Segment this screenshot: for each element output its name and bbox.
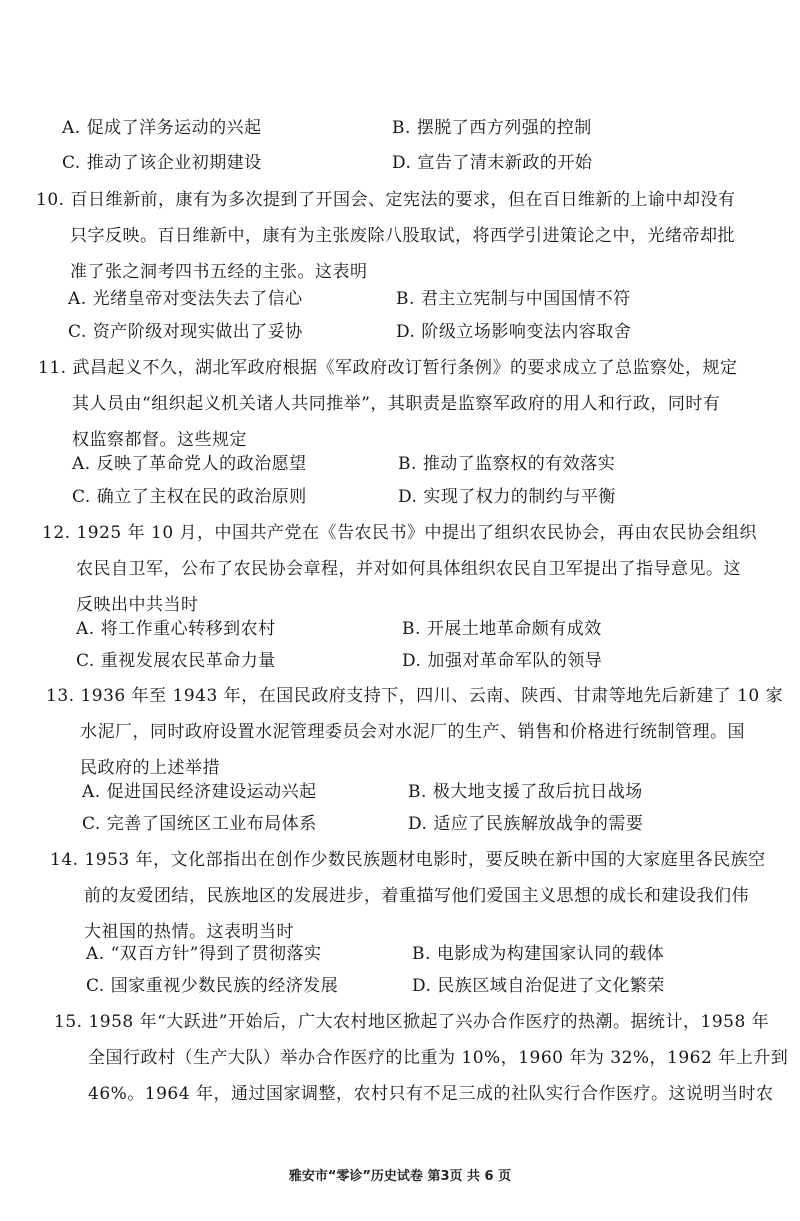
question-text-line: 反映出中共当时 <box>76 595 199 615</box>
q13-option-d: D. 适应了民族解放战争的需要 <box>408 814 644 834</box>
q14-option-a: A. “双百方针”得到了贯彻落实 <box>86 944 322 964</box>
q13-option-c: C. 完善了国统区工业布局体系 <box>82 814 317 834</box>
question-text-line: 前的友爱团结，民族地区的发展进步，着重描写他们爱国主义思想的成长和建设我们伟 <box>84 886 749 906</box>
q10-option-a: A. 光绪皇帝对变法失去了信心 <box>68 289 303 309</box>
question-text-line: 1953 年，文化部指出在创作少数民族题材电影时，要反映在新中国的大家庭里各民族空 <box>84 850 766 870</box>
question-number: 15. <box>54 1012 83 1032</box>
q12-option-c: C. 重视发展农民革命力量 <box>76 651 276 671</box>
question-text-line: 武昌起义不久，湖北军政府根据《军政府改订暂行条例》的要求成立了总监察处，规定 <box>72 358 738 378</box>
question-text-line: 水泥厂，同时政府设置水泥管理委员会对水泥厂的生产、销售和价格进行统制管理。国 <box>80 722 745 742</box>
q9-option-b: B. 摆脱了西方列强的控制 <box>392 118 592 138</box>
q9-option-a: A. 促成了洋务运动的兴起 <box>62 118 262 138</box>
q11-option-b: B. 推动了监察权的有效落实 <box>398 454 616 474</box>
question-number: 10. <box>36 190 65 210</box>
q13-option-b: B. 极大地支援了敌后抗日战场 <box>408 782 643 802</box>
question-text-line: 其人员由“组织起义机关诸人共同推举”，其职责是监察军政府的用人和行政，同时有 <box>72 394 721 414</box>
question-12 <box>42 515 757 623</box>
q12-option-b: B. 开展土地革命颇有成效 <box>402 619 602 639</box>
question-text-line: 46%。1964 年，通过国家调整，农村只有不足三成的社队实行合作医疗。这说明当时农 <box>88 1084 774 1104</box>
question-text-line: 准了张之洞考四书五经的主张。这表明 <box>70 262 368 282</box>
q14-option-c: C. 国家重视少数民族的经济发展 <box>86 976 339 996</box>
q14-option-b: B. 电影成为构建国家认同的载体 <box>412 944 665 964</box>
q14-option-d: D. 民族区域自治促进了文化繁荣 <box>412 976 665 996</box>
question-number: 11. <box>38 358 67 378</box>
q11-option-a: A. 反映了革命党人的政治愿望 <box>72 454 307 474</box>
question-text-line: 全国行政村（生产大队）举办合作医疗的比重为 10%，1960 年为 32%，1962 年上升到 <box>88 1048 789 1068</box>
q9-option-d: D. 宣告了清末新政的开始 <box>392 153 593 173</box>
q11-option-c: C. 确立了主权在民的政治原则 <box>72 487 307 507</box>
question-text-line: 农民自卫军，公布了农民协会章程，并对如何具体组织农民自卫军提出了指导意见。这 <box>76 559 741 579</box>
question-text-line: 民政府的上述举措 <box>80 758 220 778</box>
q9-option-c: C. 推动了该企业初期建设 <box>62 153 262 173</box>
q10-option-d: D. 阶级立场影响变法内容取舍 <box>396 322 632 342</box>
question-number: 14. <box>50 850 79 870</box>
question-13 <box>46 678 783 786</box>
q12-option-a: A. 将工作重心转移到农村 <box>76 619 276 639</box>
page-footer: 雅安市“零诊”历史试卷 第3页 共 6 页 <box>288 1169 512 1184</box>
q10-option-c: C. 资产阶级对现实做出了妥协 <box>68 322 303 342</box>
question-text-line: 权监察都督。这些规定 <box>72 430 247 450</box>
question-11 <box>38 350 737 458</box>
q12-option-d: D. 加强对革命军队的领导 <box>402 651 603 671</box>
q10-option-b: B. 君主立宪制与中国国情不符 <box>396 289 631 309</box>
question-10 <box>36 182 735 290</box>
q13-option-a: A. 促进国民经济建设运动兴起 <box>82 782 317 802</box>
question-15 <box>54 1004 788 1112</box>
question-number: 12. <box>42 523 71 543</box>
q11-option-d: D. 实现了权力的制约与平衡 <box>398 487 616 507</box>
question-text-line: 大祖国的热情。这表明当时 <box>84 922 294 942</box>
question-text-line: 1958 年“大跃进”开始后，广大农村地区掀起了兴办合作医疗的热潮。据统计，1958 年 <box>88 1012 770 1032</box>
question-text-line: 1936 年至 1943 年，在国民政府支持下，四川、云南、陕西、甘肃等地先后新建了 10 家 <box>80 686 784 706</box>
question-text-line: 1925 年 10 月，中国共产党在《告农民书》中提出了组织农民协会，再由农民协会组织 <box>76 523 758 543</box>
question-text-line: 只字反映。百日维新中，康有为主张废除八股取试，将西学引进策论之中，光绪帝却批 <box>70 226 735 246</box>
question-text-line: 百日维新前，康有为多次提到了开国会、定宪法的要求，但在百日维新的上谕中却没有 <box>70 190 736 210</box>
question-number: 13. <box>46 686 75 706</box>
question-14 <box>50 842 766 950</box>
